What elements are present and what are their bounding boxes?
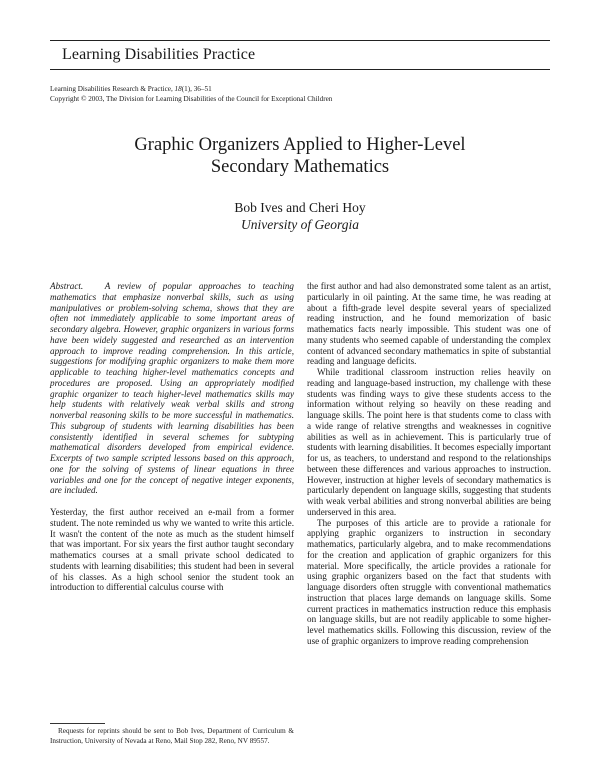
title-line-1: Graphic Organizers Applied to Higher-Level — [134, 135, 466, 155]
article-title — [50, 134, 550, 178]
citation-line — [50, 84, 550, 94]
copyright-line: Copyright © 2003, The Division for Learning Disabilities of the Council for Exceptional Children — [50, 95, 333, 103]
citation-issue-pages: (1), 36–51 — [181, 85, 212, 93]
footnote-divider — [50, 723, 105, 724]
left-column — [50, 281, 294, 593]
abstract-label: Abstract. — [50, 281, 84, 291]
footnote-text: Requests for reprints should be sent to Bob Ives, Department of Curriculum & Instruction, University of Nevada at Reno, Mail Stop 282, Reno, NV 89557. — [50, 727, 294, 745]
journal-header-box — [50, 40, 550, 70]
authors: Bob Ives and Cheri Hoy — [234, 200, 366, 215]
citation-journal: Learning Disabilities Research & Practice, — [50, 85, 175, 93]
body-paragraph-1: Yesterday, the first author received an e-mail from a former student. The note reminded us why we wanted to write this article. It wasn't the content of the note as much as the student himself that was important. For six years the first author taught secondary mathematics courses at a small private school dedicated to students with learning disabilities; this student had been in several of his classes. As a high school senior the student took an introduction to differential calculus course with — [50, 507, 294, 593]
citation-volume: 18 — [174, 85, 182, 93]
affiliation: University of Georgia — [241, 217, 359, 232]
citation-block — [50, 84, 550, 104]
body-paragraph-2: the first author and had also demonstrated some talent as an artist, particularly in oil painting. At the same time, he was reading at about a fifth-grade level despite several years of specialized reading instruction, and he found memorization of basic mathematics facts nearly impossible. This student was one of many students who seemed capable of understanding the complex content of advanced secondary mathematics in spite of substantial reading and language deficits. — [307, 281, 551, 367]
right-column — [307, 281, 551, 647]
title-line-2: Secondary Mathematics — [210, 157, 390, 177]
footnote — [50, 727, 294, 746]
journal-name: Learning Disabilities Practice — [62, 46, 256, 63]
abstract — [50, 281, 294, 496]
body-paragraph-4: The purposes of this article are to provide a rationale for applying graphic organizers to instruction in secondary mathematics, particularly algebra, and to make recommendations for the creation and application of graphic organizers for this material. More specifically, the article provides a rationale for using graphic organizers based on the fact that students with language disorders often struggle with conventional mathematics instruction that places large demands on language skills. Some current practices in mathematics instruction reduce this emphasis on language skills, but are not readily applicable to some higher-level mathematics skills. Following this discussion, review of the use of graphic organizers to improve reading comprehension — [307, 517, 551, 646]
body-paragraph-3: While traditional classroom instruction relies heavily on reading and language-based instruction, my challenge with these students was finding ways to give these students access to the information without relying so heavily on these reading and language skills. The point here is that students come to class with a wide range of relative strengths and weaknesses in cognitive abilities as well as in achievement. This is particularly true of students with learning disabilities. It becomes especially important for us, as teachers, to understand and respond to the relationships between these differences and various approaches to instruction. However, instruction at higher levels of secondary mathematics is particularly dependent on language skills, suggesting that students with weak verbal abilities and strong nonverbal abilities are being underserved in this area. — [307, 367, 551, 517]
abstract-text: A review of popular approaches to teaching mathematics that emphasize nonverbal skills, such as using manipulatives or problem-solving schema, shows that they are often not immediately applicable to some important areas of secondary algebra. However, graphic organizers in various forms have been widely suggested and researched as an intervention approach to improve reading comprehension. In this article, suggestions for modifying graphic organizers to make them more applicable to teaching higher-level mathematics concepts and procedures are proposed. Using an appropriately modified graphic organizer to teach higher-level mathematics skills may help students with relatively weak verbal skills and strong nonverbal reasoning skills to be more successful in mathematics. This subgroup of students with learning disabilities has been consistently identified in several schemes for subtyping mathematical disorders developed from empirical evidence. Excerpts of two sample scripted lessons based on this approach, one for the solving of systems of linear equations in three variables and one for the concept of negative integer exponents, are included. — [50, 281, 294, 496]
